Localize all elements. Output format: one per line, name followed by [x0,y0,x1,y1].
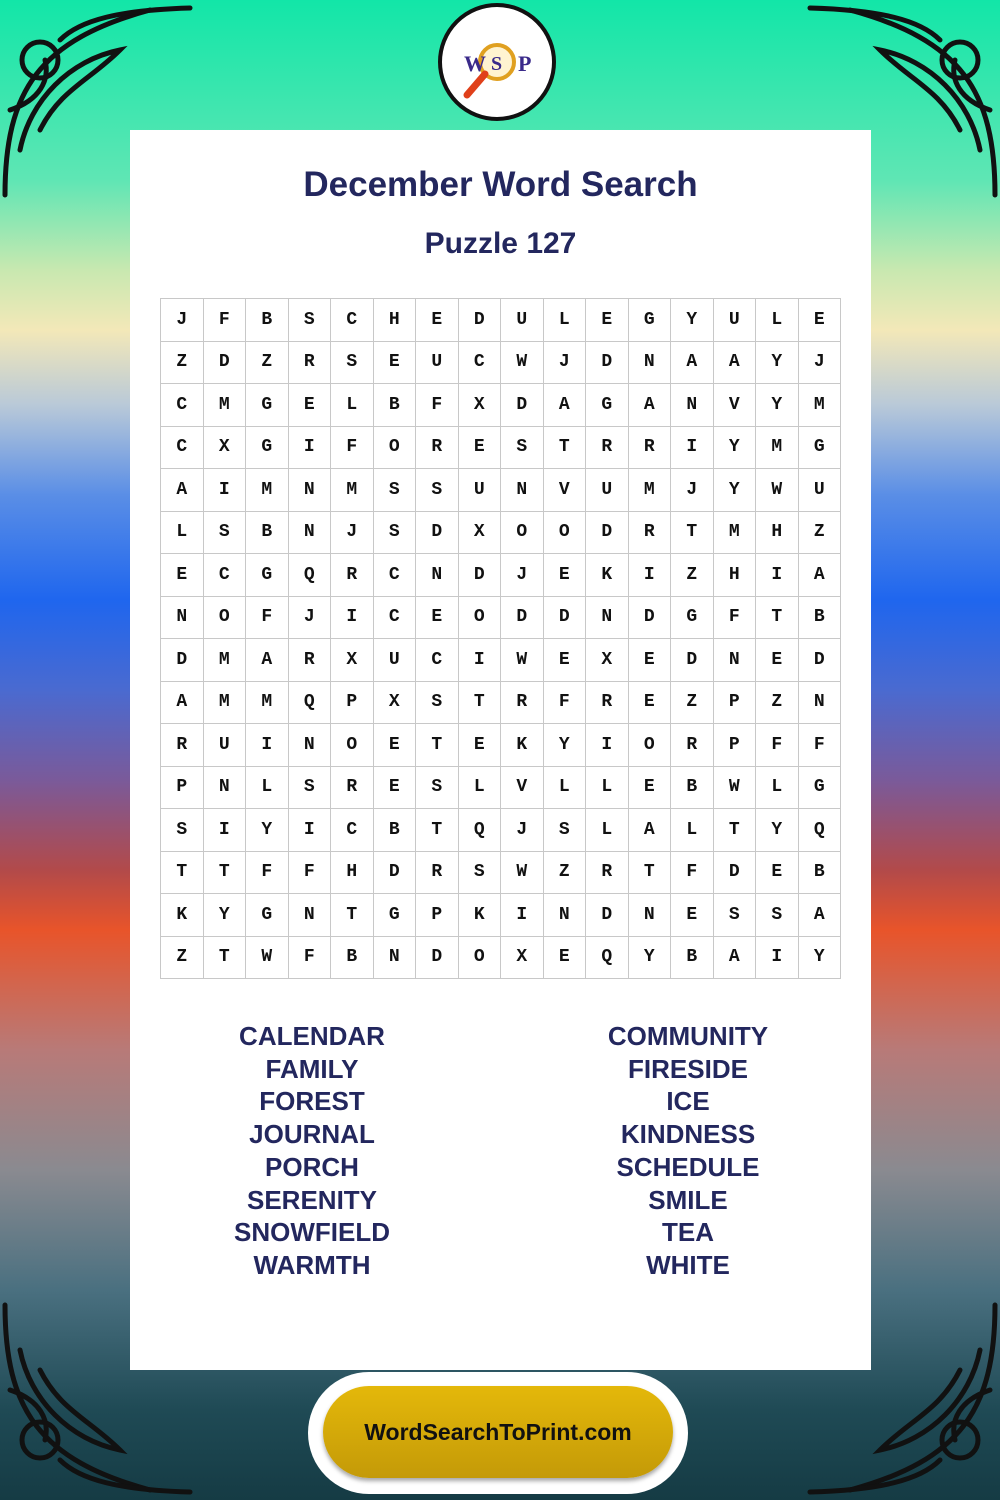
grid-cell[interactable]: L [331,384,374,427]
grid-cell[interactable]: M [628,469,671,512]
word-list-item: KINDNESS [620,1119,756,1150]
grid-cell[interactable]: M [203,639,246,682]
word-list-item: WHITE [646,1249,730,1280]
grid-cell[interactable]: I [756,936,799,979]
grid-cell[interactable]: M [246,681,289,724]
grid-cell[interactable]: D [586,341,629,384]
grid-cell[interactable]: E [416,596,459,639]
grid-cell[interactable]: R [586,426,629,469]
grid-cell[interactable]: R [331,554,374,597]
word-list-item: SCHEDULE [616,1151,760,1182]
grid-cell[interactable]: R [161,724,204,767]
word-list-item: FIRESIDE [628,1053,748,1084]
grid-cell[interactable]: E [373,341,416,384]
grid-cell[interactable]: Y [246,809,289,852]
grid-cell[interactable]: N [288,724,331,767]
grid-cell[interactable]: X [458,384,501,427]
grid-cell[interactable]: E [161,554,204,597]
grid-cell[interactable]: X [501,936,544,979]
grid-cell[interactable]: S [161,809,204,852]
grid-cell[interactable]: M [756,426,799,469]
grid-cell[interactable]: N [628,341,671,384]
grid-cell[interactable]: W [501,341,544,384]
letter-grid [160,298,841,979]
grid-cell[interactable]: N [586,596,629,639]
grid-cell[interactable]: K [161,894,204,937]
grid-cell[interactable]: C [416,639,459,682]
grid-cell[interactable]: E [373,724,416,767]
grid-cell[interactable]: W [756,469,799,512]
grid-cell[interactable]: F [756,724,799,767]
grid-cell[interactable]: O [628,724,671,767]
grid-cell[interactable]: C [373,596,416,639]
grid-cell[interactable]: V [713,384,756,427]
grid-cell[interactable]: K [586,554,629,597]
grid-cell[interactable]: X [331,639,374,682]
grid-cell[interactable]: P [713,681,756,724]
grid-cell[interactable]: R [416,851,459,894]
grid-cell[interactable]: V [501,766,544,809]
grid-cell[interactable]: E [373,766,416,809]
grid-cell[interactable]: T [331,894,374,937]
grid-cell[interactable]: K [458,894,501,937]
grid-cell[interactable]: N [288,511,331,554]
grid-cell[interactable]: H [756,511,799,554]
grid-cell[interactable]: E [628,681,671,724]
grid-cell[interactable]: P [416,894,459,937]
grid-cell[interactable]: S [203,511,246,554]
grid-cell[interactable]: N [798,681,841,724]
grid-cell[interactable]: N [373,936,416,979]
grid-cell[interactable]: T [671,511,714,554]
grid-cell[interactable]: F [331,426,374,469]
grid-cell[interactable]: Z [543,851,586,894]
grid-row [161,341,841,384]
grid-cell[interactable]: F [246,596,289,639]
grid-cell[interactable]: A [628,384,671,427]
grid-row [161,299,841,342]
grid-cell[interactable]: D [501,384,544,427]
grid-cell[interactable]: S [373,511,416,554]
grid-row [161,894,841,937]
grid-cell[interactable]: C [373,554,416,597]
grid-cell[interactable]: T [203,936,246,979]
grid-cell[interactable]: Y [756,809,799,852]
grid-cell[interactable]: J [798,341,841,384]
grid-cell[interactable]: A [246,639,289,682]
puzzle-number: Puzzle 127 [424,227,577,260]
logo-letter-p: P [518,51,532,76]
wsp-logo[interactable] [438,3,556,121]
grid-cell[interactable]: N [628,894,671,937]
grid-cell[interactable]: H [373,299,416,342]
grid-cell[interactable]: U [713,299,756,342]
grid-cell[interactable]: C [331,299,374,342]
grid-cell[interactable]: T [161,851,204,894]
grid-cell[interactable]: R [671,724,714,767]
grid-cell[interactable]: N [288,469,331,512]
grid-cell[interactable]: R [586,681,629,724]
grid-cell[interactable]: J [543,341,586,384]
grid-cell[interactable]: F [203,299,246,342]
grid-cell[interactable]: E [756,851,799,894]
grid-cell[interactable]: D [543,596,586,639]
grid-cell[interactable]: B [798,596,841,639]
grid-cell[interactable]: L [756,766,799,809]
grid-cell[interactable]: S [543,809,586,852]
grid-cell[interactable]: F [543,681,586,724]
grid-cell[interactable]: Z [246,341,289,384]
grid-cell[interactable]: Z [671,681,714,724]
grid-cell[interactable]: I [586,724,629,767]
grid-cell[interactable]: L [586,809,629,852]
grid-cell[interactable]: S [373,469,416,512]
grid-cell[interactable]: E [671,894,714,937]
grid-cell[interactable]: T [203,851,246,894]
word-list-item: PORCH [265,1151,359,1182]
grid-cell[interactable]: B [246,511,289,554]
grid-cell[interactable]: F [416,384,459,427]
grid-cell[interactable]: O [543,511,586,554]
grid-cell[interactable]: N [543,894,586,937]
grid-cell[interactable]: J [501,554,544,597]
grid-cell[interactable]: P [331,681,374,724]
grid-cell[interactable]: D [671,639,714,682]
grid-cell[interactable]: A [713,936,756,979]
grid-cell[interactable]: I [246,724,289,767]
grid-cell[interactable]: I [288,809,331,852]
grid-cell[interactable]: U [798,469,841,512]
grid-cell[interactable]: Q [458,809,501,852]
grid-cell[interactable]: R [628,426,671,469]
grid-cell[interactable]: L [246,766,289,809]
logo-letter-s: S [491,53,503,75]
grid-cell[interactable]: W [501,851,544,894]
grid-cell[interactable]: L [458,766,501,809]
grid-cell[interactable]: N [203,766,246,809]
grid-cell[interactable]: S [416,469,459,512]
grid-cell[interactable]: U [203,724,246,767]
grid-cell[interactable]: T [628,851,671,894]
grid-cell[interactable]: D [586,511,629,554]
grid-cell[interactable]: T [543,426,586,469]
grid-row [161,936,841,979]
grid-cell[interactable]: J [501,809,544,852]
grid-cell[interactable]: V [543,469,586,512]
grid-cell[interactable]: E [586,299,629,342]
grid-cell[interactable]: I [288,426,331,469]
grid-row [161,554,841,597]
grid-cell[interactable]: I [628,554,671,597]
grid-cell[interactable]: W [501,639,544,682]
grid-cell[interactable]: E [288,384,331,427]
grid-cell[interactable]: L [543,299,586,342]
grid-cell[interactable]: U [586,469,629,512]
grid-cell[interactable]: W [246,936,289,979]
grid-cell[interactable]: O [373,426,416,469]
grid-cell[interactable]: R [501,681,544,724]
word-list-item: CALENDAR [239,1021,385,1051]
word-list-item: FOREST [259,1086,365,1117]
grid-cell[interactable]: A [798,554,841,597]
grid-cell[interactable]: R [288,341,331,384]
grid-cell[interactable]: X [373,681,416,724]
page-title: December Word Search [303,165,698,204]
grid-cell[interactable]: O [331,724,374,767]
grid-cell[interactable]: E [543,639,586,682]
grid-cell[interactable]: C [331,809,374,852]
word-list-item: FAMILY [265,1053,359,1084]
grid-cell[interactable]: E [798,299,841,342]
word-list-item: SNOWFIELD [234,1217,390,1248]
grid-cell[interactable]: M [713,511,756,554]
grid-cell[interactable]: G [246,894,289,937]
grid-cell[interactable]: U [416,341,459,384]
grid-cell[interactable]: F [713,596,756,639]
grid-cell[interactable]: Q [288,681,331,724]
grid-cell[interactable]: Q [586,936,629,979]
grid-cell[interactable]: A [713,341,756,384]
grid-cell[interactable]: L [671,809,714,852]
grid-cell[interactable]: X [458,511,501,554]
grid-cell[interactable]: D [798,639,841,682]
grid-cell[interactable]: R [416,426,459,469]
grid-cell[interactable]: O [458,596,501,639]
grid-cell[interactable]: M [798,384,841,427]
grid-cell[interactable]: P [713,724,756,767]
grid-cell[interactable]: B [246,299,289,342]
grid-cell[interactable]: D [628,596,671,639]
grid-cell[interactable]: Y [671,299,714,342]
grid-cell[interactable]: F [246,851,289,894]
grid-cell[interactable]: W [713,766,756,809]
grid-cell[interactable]: L [586,766,629,809]
grid-cell[interactable]: F [671,851,714,894]
grid-cell[interactable]: H [331,851,374,894]
grid-cell[interactable]: D [501,596,544,639]
grid-cell[interactable]: U [501,299,544,342]
grid-cell[interactable]: A [798,894,841,937]
grid-cell[interactable]: Y [713,469,756,512]
grid-cell[interactable]: M [203,681,246,724]
grid-cell[interactable]: S [501,426,544,469]
grid-cell[interactable]: U [373,639,416,682]
grid-cell[interactable]: R [288,639,331,682]
grid-cell[interactable]: H [713,554,756,597]
grid-cell[interactable]: A [161,469,204,512]
grid-cell[interactable]: T [713,809,756,852]
grid-cell[interactable]: O [458,936,501,979]
grid-row [161,681,841,724]
grid-cell[interactable]: A [671,341,714,384]
grid-cell[interactable]: E [458,724,501,767]
grid-cell[interactable]: Y [756,384,799,427]
grid-row [161,724,841,767]
grid-cell[interactable]: I [501,894,544,937]
grid-cell[interactable]: S [416,766,459,809]
word-list-item: JOURNAL [249,1119,375,1150]
grid-cell[interactable]: A [161,681,204,724]
grid-cell[interactable]: D [586,894,629,937]
grid-cell[interactable]: D [416,511,459,554]
grid-cell[interactable]: D [713,851,756,894]
grid-cell[interactable]: Y [756,341,799,384]
grid-cell[interactable]: J [671,469,714,512]
grid-cell[interactable]: K [501,724,544,767]
grid-cell[interactable]: Z [756,681,799,724]
grid-cell[interactable]: F [798,724,841,767]
grid-cell[interactable]: N [501,469,544,512]
grid-cell[interactable]: G [373,894,416,937]
website-link-button[interactable]: WordSearchToPrint.com [323,1386,673,1478]
grid-cell[interactable]: C [458,341,501,384]
grid-cell[interactable]: A [628,809,671,852]
grid-cell[interactable]: B [373,809,416,852]
grid-cell[interactable]: S [288,766,331,809]
grid-cell[interactable]: T [416,724,459,767]
grid-row [161,596,841,639]
grid-cell[interactable]: G [628,299,671,342]
grid-cell[interactable]: P [161,766,204,809]
grid-row [161,511,841,554]
grid-row [161,639,841,682]
grid-row [161,426,841,469]
grid-cell[interactable]: R [628,511,671,554]
grid-cell[interactable]: C [161,384,204,427]
grid-cell[interactable]: C [161,426,204,469]
word-list-item: SERENITY [246,1184,378,1215]
grid-cell[interactable]: E [416,299,459,342]
grid-cell[interactable]: B [671,766,714,809]
grid-cell[interactable]: X [586,639,629,682]
word-list-item: WARMTH [253,1249,371,1280]
grid-cell[interactable]: F [288,851,331,894]
word-list-right [538,1020,838,1282]
grid-cell[interactable]: I [671,426,714,469]
grid-row [161,851,841,894]
grid-cell[interactable]: A [543,384,586,427]
logo-letter-w: W [464,51,486,76]
grid-cell[interactable]: M [203,384,246,427]
grid-cell[interactable]: G [246,384,289,427]
grid-cell[interactable]: I [458,639,501,682]
grid-cell[interactable]: E [543,936,586,979]
grid-cell[interactable]: J [331,511,374,554]
grid-cell[interactable]: R [586,851,629,894]
grid-cell[interactable]: S [288,299,331,342]
grid-cell[interactable]: E [458,426,501,469]
grid-cell[interactable]: I [203,809,246,852]
grid-cell[interactable]: G [246,554,289,597]
grid-cell[interactable]: C [203,554,246,597]
grid-cell[interactable]: M [331,469,374,512]
grid-cell[interactable]: Y [798,936,841,979]
grid-cell[interactable]: G [798,426,841,469]
grid-cell[interactable]: T [756,596,799,639]
word-list-item: TEA [662,1217,714,1248]
grid-cell[interactable]: N [671,384,714,427]
grid-cell[interactable]: E [543,554,586,597]
grid-cell[interactable]: S [713,894,756,937]
grid-cell[interactable]: J [161,299,204,342]
grid-cell[interactable]: Z [161,936,204,979]
grid-cell[interactable]: G [798,766,841,809]
grid-cell[interactable]: I [331,596,374,639]
grid-cell[interactable]: F [288,936,331,979]
grid-cell[interactable]: Z [161,341,204,384]
grid-cell[interactable]: J [288,596,331,639]
grid-cell[interactable]: Z [671,554,714,597]
grid-cell[interactable]: E [628,639,671,682]
grid-cell[interactable]: N [713,639,756,682]
grid-cell[interactable]: X [203,426,246,469]
grid-cell[interactable]: L [161,511,204,554]
grid-cell[interactable]: B [798,851,841,894]
grid-cell[interactable]: U [458,469,501,512]
grid-cell[interactable]: D [203,341,246,384]
grid-cell[interactable]: E [628,766,671,809]
grid-cell[interactable]: D [458,554,501,597]
grid-cell[interactable]: G [246,426,289,469]
grid-cell[interactable]: N [161,596,204,639]
word-list-item: ICE [666,1086,710,1117]
grid-cell[interactable]: Q [798,809,841,852]
grid-cell[interactable]: I [756,554,799,597]
grid-cell[interactable]: S [416,681,459,724]
grid-cell[interactable]: I [203,469,246,512]
grid-cell[interactable]: T [458,681,501,724]
grid-row [161,469,841,512]
grid-cell[interactable]: B [373,384,416,427]
grid-cell[interactable]: E [756,639,799,682]
grid-cell[interactable]: G [671,596,714,639]
grid-cell[interactable]: S [458,851,501,894]
grid-row [161,809,841,852]
grid-cell[interactable]: D [373,851,416,894]
grid-cell[interactable]: Y [203,894,246,937]
grid-cell[interactable]: S [756,894,799,937]
grid-cell[interactable]: B [671,936,714,979]
grid-row [161,384,841,427]
grid-cell[interactable]: S [331,341,374,384]
grid-cell[interactable]: R [331,766,374,809]
grid-cell[interactable]: N [288,894,331,937]
word-list-item: SMILE [648,1184,728,1215]
grid-cell[interactable]: B [331,936,374,979]
grid-row [161,766,841,809]
grid-cell[interactable]: L [756,299,799,342]
grid-cell[interactable]: Y [543,724,586,767]
puzzle-card [130,130,871,1370]
grid-cell[interactable]: N [416,554,459,597]
grid-cell[interactable]: Q [288,554,331,597]
grid-cell[interactable]: Z [798,511,841,554]
grid-cell[interactable]: O [501,511,544,554]
grid-cell[interactable]: T [416,809,459,852]
grid-cell[interactable]: D [161,639,204,682]
grid-cell[interactable]: M [246,469,289,512]
grid-cell[interactable]: O [203,596,246,639]
grid-cell[interactable]: L [543,766,586,809]
grid-cell[interactable]: G [586,384,629,427]
grid-cell[interactable]: D [416,936,459,979]
grid-cell[interactable]: Y [628,936,671,979]
word-list-item: COMMUNITY [607,1021,769,1051]
grid-cell[interactable]: D [458,299,501,342]
word-list-left [162,1020,462,1282]
grid-cell[interactable]: Y [713,426,756,469]
